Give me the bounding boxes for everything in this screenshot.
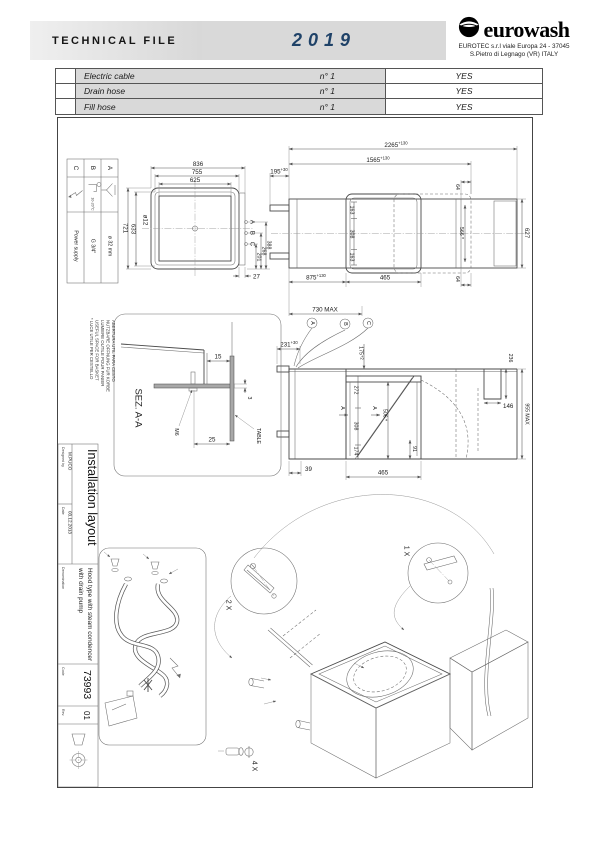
item-value: YES (455, 101, 473, 112)
lightning-icon (69, 191, 83, 199)
dim-308-side: 308 (352, 421, 359, 431)
drawing-title: Installation layout (85, 449, 99, 546)
dim-465-plan: 465 (379, 274, 391, 282)
table-row (56, 99, 542, 114)
point-a-label: A (248, 219, 256, 225)
rev-label: Rev. (61, 709, 65, 717)
legend-temp-b: 10-20°C (90, 197, 95, 211)
note-line-es: ABERTURA UTIL PARA CESTO (111, 320, 116, 382)
dim-146: 146 (503, 403, 514, 410)
dim-163-bottom: 163 (348, 252, 355, 262)
item-qty: n° 1 (319, 86, 335, 96)
date-label: Date (61, 507, 65, 515)
brand-address: EUROTEC s.r.l viale Europa 24 - 37045 S.Pietro di Legnago (VR) ITALY (458, 43, 570, 58)
callout-2x: 2 X (224, 599, 232, 611)
dim-730max: 730 MAX (312, 306, 338, 314)
denomination-line1: Hood type with steam condencer (86, 568, 93, 662)
brand-globe-icon (458, 16, 480, 43)
document-title: TECHNICAL FILE (30, 21, 202, 60)
table-row (56, 84, 542, 99)
legend-val-a: ø 32 mm (106, 235, 113, 257)
item-qty: n° 1 (319, 71, 335, 81)
dim-25: 25 (208, 436, 216, 444)
callout-4x: 4 X (250, 760, 258, 772)
legend-key-a: A (106, 165, 113, 171)
dim-875: $875^{+130}$ (306, 273, 326, 282)
dim-174: 174 (352, 446, 359, 456)
iso-assembly-view (99, 494, 528, 778)
dim-39: 39 (305, 466, 312, 473)
dim-27: 27 (253, 273, 260, 281)
hose-b-label: B (342, 322, 348, 326)
supply-checklist (55, 68, 543, 115)
section-marker-a1: A (339, 406, 345, 410)
machine-isometric (249, 588, 528, 778)
dim-1565: $1565^{+130}$ (366, 155, 390, 164)
point-b-label: B (248, 230, 256, 236)
note-line-fr: LUMIERE OUTILE POUR PANIER (100, 320, 105, 387)
dim-64-top: 64 (454, 184, 460, 190)
dim-hole-diameter: ø12 (141, 214, 149, 226)
dim-total-length: $2265^{+130}$ (384, 140, 408, 149)
item-label: Fill hose (84, 101, 116, 112)
code-value: 73993 (81, 670, 93, 700)
installation-drawing (57, 117, 533, 788)
section-marker-a2: A (371, 406, 377, 410)
dim-15: 15 (214, 353, 222, 361)
item-label: Electric cable (84, 71, 135, 81)
legend-key-b: B (89, 165, 96, 171)
side-view (277, 318, 530, 480)
detail-2x (225, 548, 298, 614)
dim-231: $231^{+30}$ (280, 340, 298, 349)
date-value: 03.12.2013 (67, 511, 73, 534)
item-value: YES (455, 71, 473, 81)
dim-201: 201 (255, 252, 262, 262)
denomination-label: Denomination (61, 567, 65, 590)
table-row (56, 69, 542, 84)
item-label: Drain hose (84, 86, 126, 96)
brand-name: eurowash (483, 16, 570, 42)
dim-195: $195^{+30}$ (270, 167, 288, 176)
legend-val-c: Power supply (72, 230, 79, 262)
dim-388: 388 (265, 240, 272, 250)
drain-icon (102, 184, 116, 197)
dim-506: 506 * (381, 408, 388, 422)
hose-c-label: C (365, 321, 371, 325)
brand-block (444, 16, 584, 58)
title-block (58, 444, 99, 787)
hose-a-label: A (309, 321, 315, 325)
table-label: TABLE (255, 427, 261, 445)
section-detail (114, 314, 281, 476)
designed-by-label: Designed by (61, 447, 65, 467)
rev-value: 01 (82, 711, 91, 720)
note-line-de: NUTZBARE OFFNUNG FUR KORBE (105, 320, 111, 392)
section-title: SEZ. A-A (132, 388, 144, 428)
denomination-line2: with drain pump (77, 568, 84, 614)
dim-633: 633 (129, 223, 137, 235)
hose-kit-detail (104, 552, 181, 726)
dim-755: 755 (191, 169, 203, 176)
dim-721: 721 (121, 222, 129, 234)
dim-627: 627 (523, 227, 530, 239)
code-label: Code (61, 667, 65, 676)
dim-308: 308 (348, 229, 355, 239)
dim-236: 236 (507, 353, 513, 363)
dim-955max: 955 MAX (523, 403, 530, 425)
point-c-label: C (248, 241, 256, 247)
legend-key-c: C (72, 165, 79, 171)
designed-by-value: M.PUCO (67, 452, 73, 471)
dim-268: 268 (260, 246, 267, 256)
detail-1x (403, 543, 469, 603)
projection-symbol-icon (70, 734, 88, 769)
dim-64-bottom: 64 (454, 276, 460, 282)
screw-4x (218, 746, 258, 772)
dim-465-side: 465 (377, 469, 389, 477)
document-year: 2019 (202, 21, 446, 60)
dim-3: 3 (246, 396, 252, 400)
note-line-it: * LUCE UTILE PER CESTELLO (89, 318, 94, 380)
item-qty: n° 1 (319, 101, 335, 112)
plan-view (270, 141, 530, 317)
dim-836: 836 (192, 161, 204, 168)
item-value: YES (455, 86, 473, 96)
dim-566: 566 * (458, 226, 464, 240)
dim-175: $175^{+2}$ (357, 346, 365, 360)
note-line-en: USEFUL SPACE FOR BASKET (94, 320, 100, 381)
tap-icon (89, 183, 102, 192)
legend-val-b: G 3/4" (89, 238, 96, 254)
dim-91: 91 (411, 446, 417, 452)
dim-272: 272 (352, 385, 359, 395)
basket-space-note (89, 318, 116, 392)
connection-legend (67, 159, 118, 283)
dim-163-top: 163 (348, 205, 355, 215)
dim-625: 625 (189, 177, 201, 184)
top-view (122, 161, 272, 281)
bolt-label-m6: M6 (173, 428, 179, 436)
callout-1x: 1 X (402, 545, 410, 557)
